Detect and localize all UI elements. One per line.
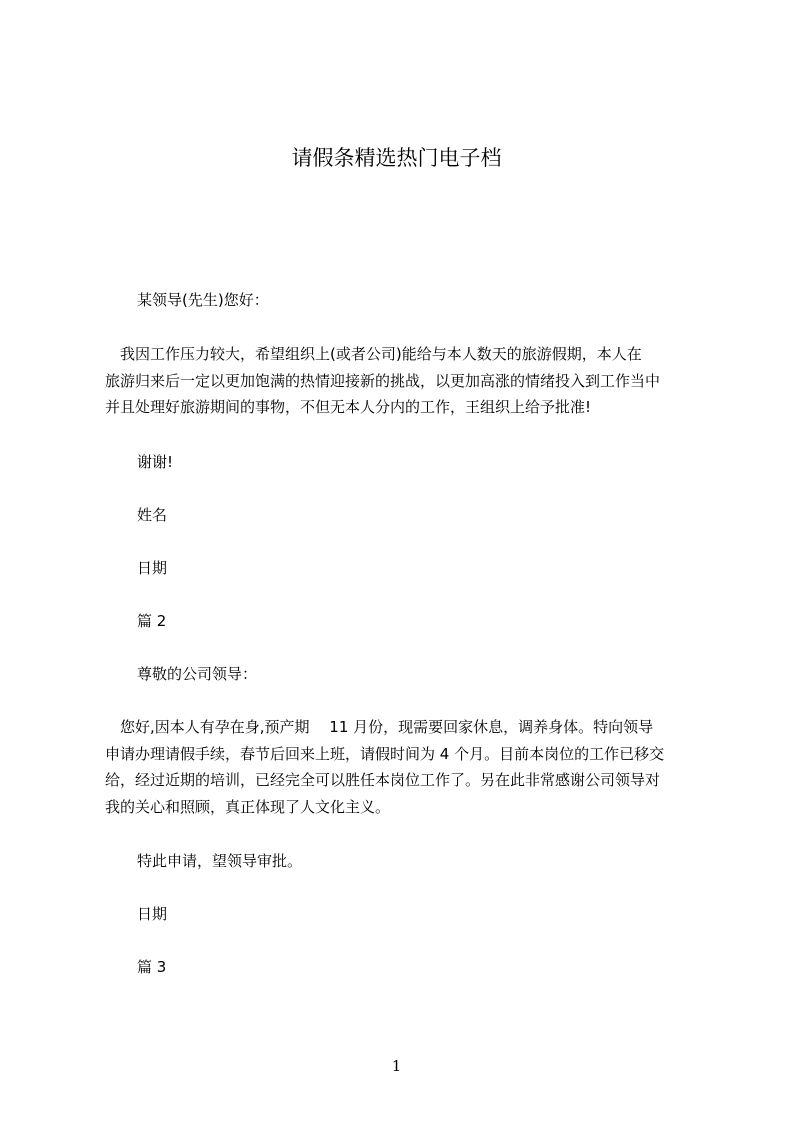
paragraph-2-line: 申请办理请假手续，春节后回来上班，请假时间为 4 个月。目前本岗位的工作已移交 — [105, 744, 665, 763]
name-label: 姓名 — [137, 506, 168, 524]
date-label-1: 日期 — [137, 559, 168, 577]
paragraph-2 — [105, 714, 705, 820]
paragraph-2-line: 您好,因本人有孕在身,预产期 11 月份，现需要回家休息，调养身体。特向领导 — [105, 718, 654, 736]
closing-text: 特此申请，望领导审批。 — [137, 852, 303, 870]
section-2-heading: 篇 2 — [137, 612, 167, 630]
greeting-2: 尊敬的公司领导： — [137, 665, 258, 683]
paragraph-2-line: 我的关心和照顾，真正体现了人文化主义。 — [105, 797, 391, 816]
greeting-1: 某领导(先生)您好： — [137, 291, 269, 309]
paragraph-1 — [105, 341, 705, 421]
document-title: 请假条精选热门电子档 — [291, 146, 502, 170]
paragraph-2-line: 给，经过近期的培训，已经完全可以胜任本岗位工作了。另在此非常感谢公司领导对 — [105, 771, 661, 789]
paragraph-1-line: 并且处理好旅游期间的事物，不但无本人分内的工作，王组织上给予批准! — [105, 398, 592, 416]
thanks-text: 谢谢! — [137, 453, 174, 471]
date-label-2: 日期 — [137, 905, 168, 923]
paragraph-1-line: 旅游归来后一定以更加饱满的热情迎接新的挑战，以更加高涨的情绪投入到工作当中 — [105, 371, 661, 390]
paragraph-1-line: 我因工作压力较大，希望组织上(或者公司)能给与本人数天的旅游假期，本人在 — [105, 345, 642, 363]
page-number: 1 — [391, 1057, 402, 1075]
section-3-heading: 篇 3 — [137, 958, 167, 976]
